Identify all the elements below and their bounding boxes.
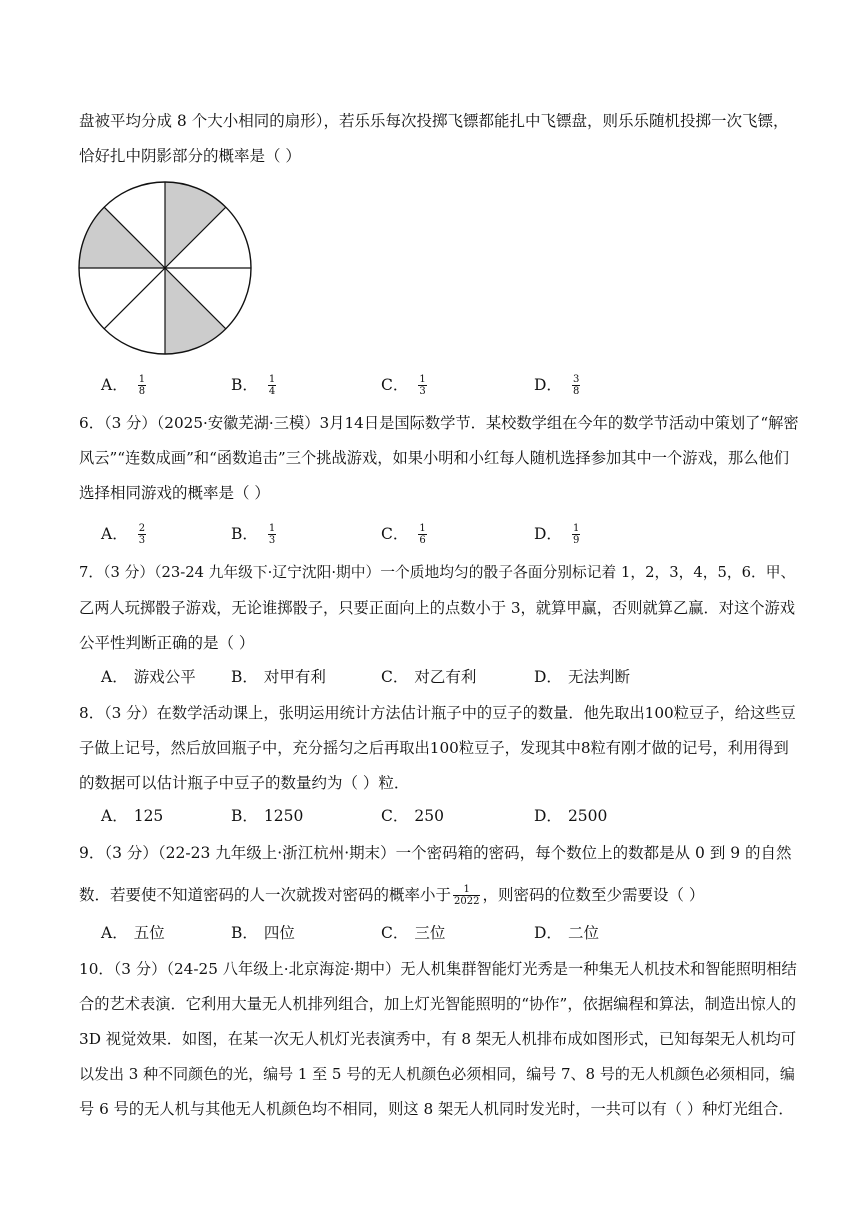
q7-option-c[interactable]	[381, 663, 476, 691]
q10-text-line-1: 10．（3 分）（24-25 八年级上·北京海淀·期中）无人机集群智能灯光秀是一种集无人机技术和智能照明相结	[79, 960, 797, 978]
option-fraction: $\frac{1}{8}$	[138, 373, 146, 397]
q8-text-line-2: 子做上记号，然后放回瓶子中，充分摇匀之后再取出100粒豆子，发现其中8粒有刚才做的记号，利用得到	[79, 739, 789, 757]
option-text: 游戏公平	[133, 668, 196, 686]
q9-text-line-2	[79, 882, 799, 908]
option-letter: B．	[231, 807, 258, 825]
q5-options	[79, 371, 799, 399]
dartboard-diagram	[75, 178, 255, 358]
option-text: 对乙有利	[414, 668, 477, 686]
q5-text-line-1: 盘被平均分成 8 个大小相同的扇形），若乐乐每次投掷飞镖都能扎中飞镖盘，则乐乐随机投掷一次飞镖，	[79, 112, 789, 130]
option-letter: A．	[101, 376, 128, 394]
option-letter: C．	[381, 924, 409, 942]
q9-option-d[interactable]	[534, 919, 599, 947]
q7-text-line-1: 7．（3 分）（23-24 九年级下·辽宁沈阳·期中）一个质地均匀的骰子各面分别标记着 1，2，3，4，5，6．甲、	[79, 564, 796, 581]
q8-text-line-1: 8．（3 分）在数学活动课上，张明运用统计方法估计瓶子中的豆子的数量．他先取出100粒豆子，给这些豆	[79, 704, 796, 722]
q7-text-line-3: 公平性判断正确的是（ ）	[79, 634, 255, 652]
q7-option-a[interactable]	[101, 663, 196, 691]
option-letter: A．	[101, 525, 128, 543]
option-letter: C．	[381, 807, 409, 825]
q7-option-b[interactable]	[231, 663, 326, 691]
option-letter: D．	[534, 924, 562, 942]
option-fraction: $\frac{1}{3}$	[419, 373, 426, 397]
q6-option-b[interactable]	[231, 520, 276, 548]
option-letter: C．	[381, 668, 409, 686]
option-letter: A．	[101, 924, 128, 942]
option-fraction: $\frac{1}{4}$	[268, 373, 276, 397]
option-fraction: $\frac{2}{3}$	[138, 522, 146, 546]
q9-option-a[interactable]	[101, 919, 165, 947]
option-letter: D．	[534, 525, 562, 543]
q5-option-a[interactable]	[101, 371, 146, 399]
q6-options	[79, 520, 799, 548]
q8-option-c[interactable]	[381, 802, 444, 830]
q10-text-line-2: 合的艺术表演．它利用大量无人机排列组合，加上灯光智能照明的“协作”，依据编程和算法，制造出惊人的	[79, 995, 797, 1013]
dartboard-shaded-sector	[79, 207, 165, 268]
q9-text-post: ，则密码的位数至少需要设（ ）	[482, 886, 705, 904]
q9-fraction: $\frac{1}{2022}$	[454, 883, 480, 907]
option-text: 2500	[567, 807, 608, 825]
option-letter: B．	[231, 525, 258, 543]
q9-option-b[interactable]	[231, 919, 295, 947]
q6-option-a[interactable]	[101, 520, 146, 548]
option-text: 三位	[414, 924, 446, 942]
option-text: 二位	[567, 924, 599, 942]
dartboard-shaded-sector	[165, 268, 226, 354]
option-letter: D．	[534, 668, 562, 686]
q5-text-line-2: 恰好扎中阴影部分的概率是（ ）	[79, 147, 301, 165]
q9-text-line-1: 9．（3 分）（22-23 九年级上·浙江杭州·期末）一个密码箱的密码，每个数位上的数都是从 0 到 9 的自然	[79, 844, 792, 862]
q8-text-line-3: 的数据可以估计瓶子中豆子的数量约为（ ）粒．	[79, 774, 410, 792]
q7-text-line-2: 乙两人玩掷骰子游戏，无论谁掷骰子，只要正面向上的点数小于 3，就算甲赢，否则就算乙赢．对这个游戏	[79, 599, 796, 617]
option-text: 五位	[133, 924, 165, 942]
option-letter: A．	[101, 807, 128, 825]
option-text: 无法判断	[567, 668, 630, 686]
q8-options	[79, 802, 799, 830]
q8-option-b[interactable]	[231, 802, 303, 830]
option-fraction: $\frac{1}{6}$	[419, 522, 426, 546]
option-text: 125	[133, 807, 164, 825]
option-letter: A．	[101, 668, 128, 686]
option-text: 对甲有利	[263, 668, 326, 686]
q6-text-line-2: 风云”“连数成画”和“函数追击”三个挑战游戏，如果小明和小红每人随机选择参加其中一个游戏，那么他们	[79, 449, 789, 467]
q10-text-line-4: 以发出 3 种不同颜色的光，编号 1 至 5 号的无人机颜色必须相同，编号 7、8 号的无人机颜色必须相同，编	[79, 1065, 795, 1083]
q8-option-a[interactable]	[101, 802, 163, 830]
q6-text-line-1: 6．（3 分）（2025·安徽芜湖·三模）3月14日是国际数学节．某校数学组在今年的数学节活动中策划了“解密	[79, 414, 799, 432]
q5-option-b[interactable]	[231, 371, 276, 399]
q6-option-c[interactable]	[381, 520, 427, 548]
q7-options	[79, 663, 799, 691]
option-text: 1250	[263, 807, 304, 825]
option-fraction: $\frac{3}{8}$	[572, 373, 580, 397]
dartboard-shaded-sector	[165, 182, 226, 268]
option-fraction: $\frac{1}{3}$	[268, 522, 276, 546]
option-text: 四位	[263, 924, 295, 942]
option-letter: B．	[231, 924, 258, 942]
q5-option-d[interactable]	[534, 371, 580, 399]
q8-option-d[interactable]	[534, 802, 607, 830]
option-fraction: $\frac{1}{9}$	[572, 522, 580, 546]
q6-option-d[interactable]	[534, 520, 580, 548]
q9-option-c[interactable]	[381, 919, 445, 947]
option-letter: B．	[231, 668, 258, 686]
q9-options	[79, 919, 799, 947]
option-text: 250	[414, 807, 444, 825]
option-letter: B．	[231, 376, 258, 394]
option-letter: C．	[381, 376, 409, 394]
option-letter: D．	[534, 376, 562, 394]
q7-option-d[interactable]	[534, 663, 630, 691]
q9-text-pre: 数．若要使不知道密码的人一次就拨对密码的概率小于	[79, 886, 452, 904]
q10-text-line-3: 3D 视觉效果．如图，在某一次无人机灯光表演秀中，有 8 架无人机排布成如图形式，已知每架无人机均可	[79, 1030, 797, 1048]
option-letter: D．	[534, 807, 562, 825]
option-letter: C．	[381, 525, 409, 543]
q10-text-line-5: 号 6 号的无人机与其他无人机颜色均不相同，则这 8 架无人机同时发光时，一共可以有（ ）种灯光组合．	[79, 1100, 794, 1118]
q5-option-c[interactable]	[381, 371, 427, 399]
q6-text-line-3: 选择相同游戏的概率是（ ）	[79, 484, 270, 502]
